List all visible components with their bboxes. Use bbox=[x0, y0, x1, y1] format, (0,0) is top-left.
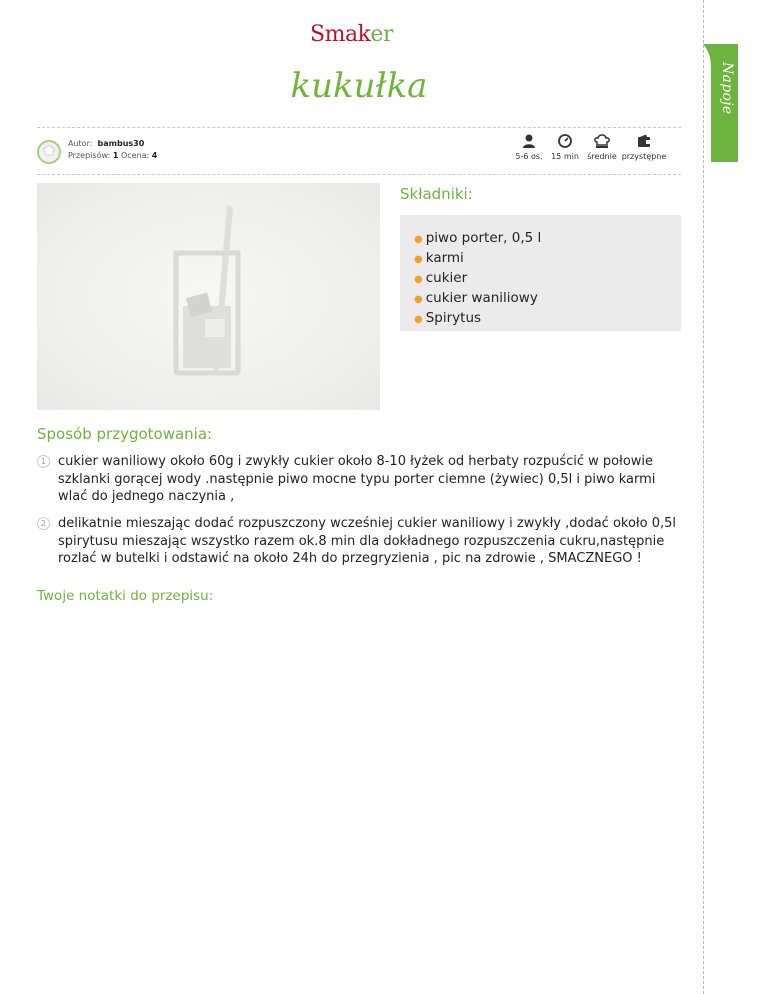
divider-bottom bbox=[37, 174, 681, 175]
ingredient-text: cukier waniliowy bbox=[425, 290, 538, 306]
ingredient-item bbox=[414, 249, 541, 269]
author-name: bambus30 bbox=[97, 139, 145, 148]
stat-label: średnie bbox=[587, 152, 617, 161]
ingredient-item bbox=[414, 229, 541, 249]
ingredient-item bbox=[414, 309, 541, 329]
rating-label: Ocena: bbox=[120, 151, 150, 160]
chef-avatar-icon bbox=[42, 145, 56, 159]
ingredient-item bbox=[414, 269, 541, 289]
recipe-photo-placeholder bbox=[37, 183, 380, 410]
ingredients-list bbox=[414, 229, 541, 329]
preparation-heading: Sposób przygotowania: bbox=[37, 425, 213, 443]
ingredient-text: piwo porter, 0,5 l bbox=[425, 230, 542, 246]
step-number: 1 bbox=[37, 455, 50, 468]
step-number: 2 bbox=[37, 517, 50, 530]
notes-heading: Twoje notatki do przepisu: bbox=[37, 588, 214, 604]
category-label: Napoje bbox=[719, 62, 735, 115]
preparation-step bbox=[37, 453, 687, 506]
bullet-icon: ● bbox=[414, 254, 423, 265]
ingredient-text: karmi bbox=[425, 250, 464, 266]
author-avatar bbox=[37, 140, 61, 164]
ingredient-text: cukier bbox=[425, 270, 468, 286]
logo-text-accent: er bbox=[370, 22, 393, 47]
ingredients-heading: Składniki: bbox=[400, 185, 473, 203]
author-line bbox=[68, 139, 144, 148]
wallet-icon bbox=[636, 133, 652, 149]
recipe-title: kukułka bbox=[290, 66, 428, 106]
stat-servings bbox=[512, 133, 546, 161]
stat-time bbox=[549, 133, 581, 161]
stat-label: przystępne bbox=[621, 152, 667, 161]
person-icon bbox=[521, 133, 537, 149]
glass-placeholder-icon bbox=[37, 183, 380, 410]
stat-difficulty bbox=[585, 133, 619, 161]
bullet-icon: ● bbox=[414, 314, 423, 325]
preparation-step bbox=[37, 515, 687, 568]
rating-value: 4 bbox=[151, 151, 158, 160]
chef-hat-icon bbox=[593, 133, 611, 149]
site-logo bbox=[0, 22, 703, 47]
stat-label: 15 min bbox=[551, 152, 579, 161]
stat-cost bbox=[621, 133, 667, 161]
author-label: Autor: bbox=[68, 139, 93, 148]
recipes-count: 1 bbox=[112, 151, 119, 160]
logo-text-main: Smak bbox=[310, 22, 371, 47]
ingredients-box bbox=[400, 215, 681, 331]
stat-label: 5-6 os. bbox=[515, 152, 543, 161]
author-stats-line bbox=[68, 151, 157, 160]
bullet-icon: ● bbox=[414, 274, 423, 285]
bullet-icon: ● bbox=[414, 234, 423, 245]
recipes-label: Przepisów: bbox=[68, 151, 111, 160]
divider-top bbox=[37, 127, 681, 128]
step-text: delikatnie mieszając dodać rozpuszczony wcześniej cukier waniliowy i zwykły ,dodać około 0,5l spirytusu mieszając wszystko razem ok.8 min dla dokładnego rozpuszczenia cukru,następnie rozlać w butelki i odstawić na około 24h do przegryzienia , pic na zdrowie , SMACZNEGO ! bbox=[58, 516, 677, 566]
bullet-icon: ● bbox=[414, 294, 423, 305]
ingredient-item bbox=[414, 289, 541, 309]
ingredient-text: Spirytus bbox=[425, 310, 482, 326]
step-text: cukier waniliowy około 60g i zwykły cukier około 8-10 łyżek od herbaty rozpuścić w połowie szklanki gorącej wody .następnie piwo mocne typu porter ciemne (żywiec) 0,5l i piwo karmi wlać do jednego naczynia , bbox=[58, 454, 656, 504]
clock-icon bbox=[557, 133, 573, 149]
